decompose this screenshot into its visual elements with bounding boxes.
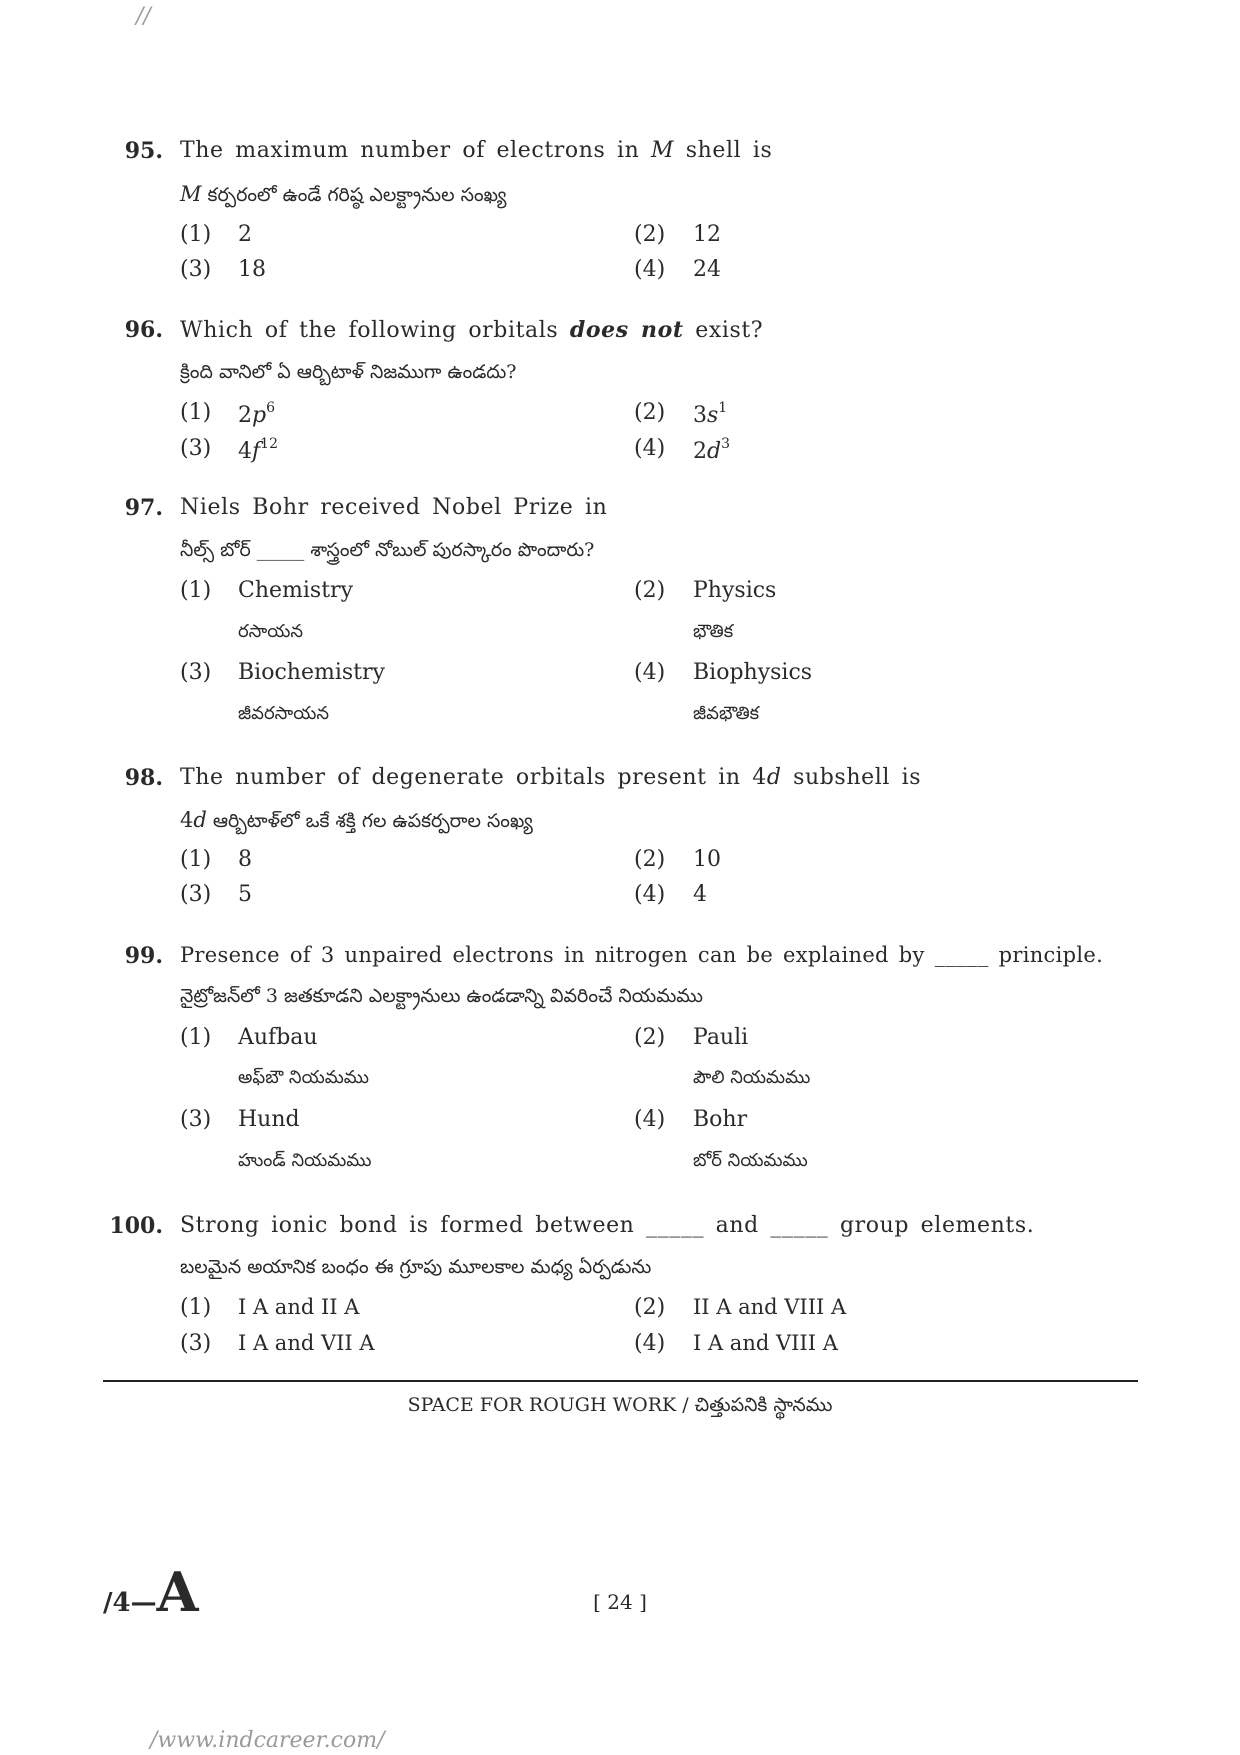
option-number: (4)	[634, 1107, 666, 1132]
option-text: Chemistry	[238, 578, 353, 603]
rough-work-label: SPACE FOR ROUGH WORK / చిత్తుపనికి స్థానము	[407, 1394, 833, 1416]
option-text: $2d^3$	[693, 436, 731, 464]
option-number: (4)	[634, 1331, 666, 1356]
option-number: (1)	[180, 847, 212, 872]
question-text-te: 4d ఆర్బిటాళ్‌లో ఒకే శక్తి గల ఉపకర్పరాల సంఖ్య	[180, 808, 533, 832]
question-number: 98.	[124, 765, 163, 791]
option-number: (3)	[180, 1107, 212, 1132]
option-number: (2)	[634, 847, 666, 872]
question-number: 97.	[124, 495, 163, 521]
option-number: (1)	[180, 400, 212, 425]
option-number: (1)	[180, 578, 212, 603]
option-text-te: రసాయన	[238, 621, 304, 642]
corner-mark: //	[136, 4, 151, 29]
option-text: Biophysics	[693, 660, 813, 685]
question-text-en: Presence of 3 unpaired electrons in nitrogen can be explained by _____ principle.	[180, 943, 1104, 967]
option-text: Biochemistry	[238, 660, 385, 685]
option-text: Aufbau	[238, 1025, 318, 1050]
option-text: Bohr	[693, 1107, 748, 1132]
option-text: $3s^1$	[693, 400, 728, 428]
option-number: (2)	[634, 578, 666, 603]
option-number: (2)	[634, 222, 666, 247]
question-text-te: M కర్పరంలో ఉండే గరిష్ఠ ఎలక్ట్రానుల సంఖ్య	[180, 182, 507, 206]
page-number: [ 24 ]	[593, 1590, 647, 1614]
option-number: (4)	[634, 257, 666, 282]
option-number: (2)	[634, 400, 666, 425]
option-text: 8	[238, 847, 252, 872]
option-text-te: పౌలి నియమము	[693, 1067, 811, 1088]
option-number: (2)	[634, 1295, 666, 1320]
option-text-te: జీవరసాయన	[238, 703, 329, 724]
option-number: (2)	[634, 1025, 666, 1050]
question-number: 96.	[124, 317, 163, 343]
question-text-te: నైట్రోజన్‌లో 3 జతకూడని ఎలక్ట్రానులు ఉండడాన్ని వివరించే నియమము	[180, 985, 703, 1007]
booklet-code-prefix: /4—	[103, 1588, 157, 1618]
option-text-te: భౌతిక	[693, 621, 734, 642]
option-text: Hund	[238, 1107, 300, 1132]
option-text-te: అఫ్‌బౌ నియమము	[238, 1067, 370, 1088]
question-number: 95.	[124, 138, 163, 164]
question-text-en: Strong ionic bond is formed between _____ and _____ group elements.	[180, 1213, 1035, 1238]
option-text: 24	[693, 257, 721, 282]
option-number: (1)	[180, 1295, 212, 1320]
option-text: 5	[238, 882, 252, 907]
option-number: (4)	[634, 436, 666, 461]
option-text: 12	[693, 222, 721, 247]
option-text: 10	[693, 847, 721, 872]
option-number: (1)	[180, 222, 212, 247]
option-text: Pauli	[693, 1025, 749, 1050]
option-text: I A and II A	[238, 1295, 360, 1319]
option-number: (3)	[180, 257, 212, 282]
option-text: $4f^{12}$	[238, 436, 278, 464]
question-text-te: నీల్స్ బోర్ _____ శాస్త్రంలో నోబుల్ పురస్కారం పొందారు?	[180, 539, 595, 561]
option-text-te: హుండ్ నియమము	[238, 1150, 372, 1171]
booklet-code-letter: A	[156, 1560, 199, 1624]
option-number: (3)	[180, 660, 212, 685]
question-text-te: క్రింది వానిలో ఏ ఆర్బిటాళ్ నిజముగా ఉండదు?	[180, 361, 517, 383]
question-number: 99.	[124, 943, 163, 969]
option-text: I A and VII A	[238, 1331, 375, 1355]
option-text-te: బోర్ నియమము	[693, 1150, 808, 1171]
divider-rule	[103, 1380, 1138, 1382]
option-number: (1)	[180, 1025, 212, 1050]
option-text: 2	[238, 222, 252, 247]
watermark-url: /www.indcareer.com/	[150, 1728, 385, 1753]
option-text: 4	[693, 882, 707, 907]
question-text-te: బలమైన అయానిక బంధం ఈ గ్రూపు మూలకాల మధ్య ఏర్పడును	[180, 1256, 652, 1278]
question-number: 100.	[109, 1213, 163, 1239]
option-text: I A and VIII A	[693, 1331, 838, 1355]
option-number: (4)	[634, 882, 666, 907]
option-text: II A and VIII A	[693, 1295, 847, 1319]
option-number: (3)	[180, 882, 212, 907]
option-text-te: జీవభౌతిక	[693, 703, 760, 724]
option-number: (3)	[180, 436, 212, 461]
question-text-en: Which of the following orbitals does not exist?	[180, 317, 764, 343]
option-text: $2p^6$	[238, 400, 276, 428]
question-text-en: Niels Bohr received Nobel Prize in	[180, 495, 608, 520]
question-text-en: The maximum number of electrons in M shell is	[180, 138, 773, 163]
option-text: 18	[238, 257, 266, 282]
option-text: Physics	[693, 578, 777, 603]
option-number: (3)	[180, 1331, 212, 1356]
question-text-en: The number of degenerate orbitals present in 4d subshell is	[180, 765, 922, 790]
option-number: (4)	[634, 660, 666, 685]
